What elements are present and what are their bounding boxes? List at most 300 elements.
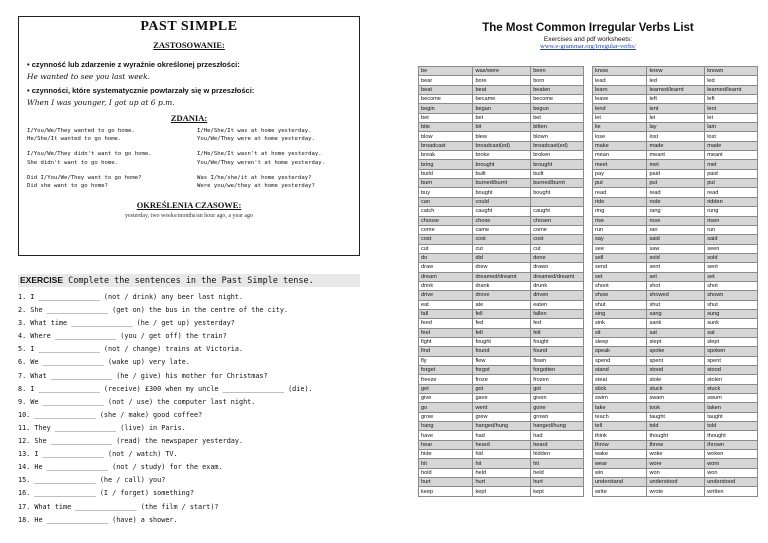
verb-row	[593, 169, 758, 178]
sentence-group	[27, 174, 351, 190]
base-form-cell: bring	[419, 160, 473, 169]
past-participle-cell: fed	[531, 319, 584, 328]
past-participle-cell: thought	[705, 431, 758, 440]
past-simple-cell: shot	[647, 281, 705, 290]
verb-row	[593, 422, 758, 431]
past-participle-cell: brought	[531, 160, 584, 169]
past-simple-cell: rose	[647, 216, 705, 225]
past-participle-cell: sat	[705, 328, 758, 337]
past-simple-cell: built	[473, 169, 531, 178]
past-simple-cell: left	[647, 95, 705, 104]
past-participle-cell: spent	[705, 356, 758, 365]
past-participle-cell: had	[531, 431, 584, 440]
verb-row	[593, 253, 758, 262]
base-form-cell: feed	[419, 319, 473, 328]
example-sentence: I/You/We/They wanted to go home.	[27, 128, 135, 134]
base-form-cell: read	[593, 188, 647, 197]
past-simple-cell: dreamed/dreamt	[473, 272, 531, 281]
past-participle-cell: sung	[705, 309, 758, 318]
past-simple-cell: took	[647, 403, 705, 412]
past-participle-cell: shut	[705, 300, 758, 309]
verb-row	[419, 151, 584, 160]
verb-row	[419, 328, 584, 337]
past-simple-cell: drove	[473, 291, 531, 300]
verb-row	[593, 197, 758, 206]
base-form-cell: have	[419, 431, 473, 440]
past-simple-cell: became	[473, 95, 531, 104]
past-simple-cell: was/were	[473, 67, 531, 76]
base-form-cell: become	[419, 95, 473, 104]
verb-row	[593, 300, 758, 309]
exercise-instruction: Complete the sentences in the Past Simple tense.	[63, 276, 314, 286]
verb-row	[593, 263, 758, 272]
past-simple-cell: spent	[647, 356, 705, 365]
past-simple-cell: bore	[473, 76, 531, 85]
base-form-cell: cost	[419, 235, 473, 244]
base-form-cell: forget	[419, 366, 473, 375]
verb-row	[419, 225, 584, 234]
past-simple-cell: drank	[473, 281, 531, 290]
verb-row	[593, 328, 758, 337]
base-form-cell: bear	[419, 76, 473, 85]
past-participle-cell: meant	[705, 151, 758, 160]
verb-row	[593, 309, 758, 318]
base-form-cell: go	[419, 403, 473, 412]
base-form-cell: set	[593, 272, 647, 281]
base-form-cell: lose	[593, 132, 647, 141]
base-form-cell: take	[593, 403, 647, 412]
verb-row	[593, 468, 758, 477]
base-form-cell: rise	[593, 216, 647, 225]
past-participle-cell	[531, 197, 584, 206]
past-simple-cell: saw	[647, 244, 705, 253]
usage-heading: ZASTOSOWANIE:	[153, 40, 225, 50]
past-participle-cell: risen	[705, 216, 758, 225]
example-sentence: I/He/She/It wasn't at home yesterday.	[197, 151, 322, 158]
past-simple-cell: put	[647, 179, 705, 188]
verb-row	[419, 459, 584, 468]
verb-row	[419, 197, 584, 206]
base-form-cell: find	[419, 347, 473, 356]
base-form-cell: beat	[419, 85, 473, 94]
base-form-cell: lie	[593, 123, 647, 132]
sentence-groups	[27, 127, 351, 190]
past-simple-cell: rode	[647, 197, 705, 206]
past-participle-cell: sent	[705, 263, 758, 272]
exercise-item: 8. I _______________ (receive) £300 when my uncle _______________ (die).	[18, 384, 313, 393]
base-form-cell: sleep	[593, 337, 647, 346]
verb-row	[419, 440, 584, 449]
past-participle-cell: met	[705, 160, 758, 169]
verb-row	[419, 132, 584, 141]
verb-row	[593, 394, 758, 403]
past-participle-cell: stood	[705, 366, 758, 375]
past-simple-cell: blew	[473, 132, 531, 141]
verb-row	[419, 468, 584, 477]
base-form-cell: give	[419, 394, 473, 403]
past-participle-cell: learned/learnt	[705, 85, 758, 94]
usage-example: When I was younger, I got up at 6 p.m.	[27, 98, 175, 107]
past-participle-cell: got	[531, 384, 584, 393]
past-simple-cell: kept	[473, 487, 531, 496]
base-form-cell: tell	[593, 422, 647, 431]
past-simple-cell: slept	[647, 337, 705, 346]
base-form-cell: hurt	[419, 478, 473, 487]
usage-point: • czynności, które systematycznie powtarzały się w przeszłości:	[27, 86, 255, 95]
exercise-item: 12. She _______________ (read) the newspaper yesterday.	[18, 437, 244, 446]
exercise-item: 4. Where _______________ (you / get off) the train?	[18, 332, 227, 341]
past-participle-cell: thrown	[705, 440, 758, 449]
past-simple-cell: sang	[647, 309, 705, 318]
past-participle-cell: taken	[705, 403, 758, 412]
past-simple-cell: forgot	[473, 366, 531, 375]
verb-row	[419, 141, 584, 150]
past-participle-cell: made	[705, 141, 758, 150]
base-form-cell: know	[593, 67, 647, 76]
past-participle-cell: hidden	[531, 450, 584, 459]
past-simple-cell: came	[473, 225, 531, 234]
verb-row	[419, 123, 584, 132]
past-simple-cell: let	[647, 113, 705, 122]
base-form-cell: hit	[419, 459, 473, 468]
verb-row	[593, 281, 758, 290]
past-simple-cell: stood	[647, 366, 705, 375]
past-participle-cell: slept	[705, 337, 758, 346]
verb-row	[419, 487, 584, 496]
base-form-cell: hang	[419, 422, 473, 431]
past-simple-cell: beat	[473, 85, 531, 94]
past-simple-cell: sat	[647, 328, 705, 337]
verb-row	[593, 272, 758, 281]
past-participle-cell: frozen	[531, 375, 584, 384]
base-form-cell: hold	[419, 468, 473, 477]
verb-row	[593, 412, 758, 421]
base-form-cell: draw	[419, 263, 473, 272]
verbs-table-right	[592, 66, 758, 497]
past-participle-cell: spoken	[705, 347, 758, 356]
past-simple-cell: wore	[647, 459, 705, 468]
past-simple-cell: told	[647, 422, 705, 431]
past-participle-cell: hurt	[531, 478, 584, 487]
example-sentence: You/We/They were at home yesterday.	[197, 136, 315, 143]
base-form-cell: dream	[419, 272, 473, 281]
past-participle-cell: put	[705, 179, 758, 188]
exercise-item: 6. We _______________ (wake up) very late.	[18, 358, 190, 367]
past-simple-cell: cut	[473, 244, 531, 253]
base-form-cell: see	[593, 244, 647, 253]
past-participle-cell: hanged/hung	[531, 422, 584, 431]
past-simple-cell: ran	[647, 225, 705, 234]
sentence-group	[27, 127, 351, 143]
verb-row	[593, 291, 758, 300]
past-participle-cell: let	[705, 113, 758, 122]
example-sentence: Did I/You/We/They want to go home?	[27, 174, 142, 181]
base-form-cell: let	[593, 113, 647, 122]
verb-row	[593, 104, 758, 113]
verb-row	[593, 113, 758, 122]
past-participle-cell: begun	[531, 104, 584, 113]
past-simple-cell: got	[473, 384, 531, 393]
sentences-heading: ZDANIA:	[170, 113, 208, 123]
base-form-cell: sing	[593, 309, 647, 318]
base-form-cell: stick	[593, 384, 647, 393]
past-participle-cell: seen	[705, 244, 758, 253]
past-participle-cell: beaten	[531, 85, 584, 94]
usage-example: He wanted to see you last week.	[27, 72, 151, 81]
base-form-cell: win	[593, 468, 647, 477]
past-participle-cell: caught	[531, 207, 584, 216]
exercise-item: 3. What time _______________ (he / get up) yesterday?	[18, 319, 235, 328]
past-participle-cell: held	[531, 468, 584, 477]
past-simple-cell: drew	[473, 263, 531, 272]
base-form-cell: make	[593, 141, 647, 150]
past-participle-cell: paid	[705, 169, 758, 178]
exercise-item: 16. _______________ (I / forget) something?	[18, 489, 194, 498]
past-simple-cell: fell	[473, 309, 531, 318]
base-form-cell: steal	[593, 375, 647, 384]
past-participle-cell: left	[705, 95, 758, 104]
verb-row	[419, 319, 584, 328]
past-participle-cell: found	[531, 347, 584, 356]
time-expressions: yesterday, two weeks/months/an hour ago, a year ago	[124, 213, 254, 220]
base-form-cell: bet	[419, 113, 473, 122]
past-simple-cell: broadcast(ed)	[473, 141, 531, 150]
verb-row	[419, 263, 584, 272]
base-form-cell: hear	[419, 440, 473, 449]
past-participle-cell: heard	[531, 440, 584, 449]
exercise-item: 5. I _______________ (not / change) trains at Victoria.	[18, 345, 244, 354]
base-form-cell: say	[593, 235, 647, 244]
past-simple-cell: held	[473, 468, 531, 477]
past-simple-cell: stuck	[647, 384, 705, 393]
base-form-cell: understand	[593, 478, 647, 487]
verb-row	[419, 216, 584, 225]
past-simple-cell: understood	[647, 478, 705, 487]
past-simple-cell: paid	[647, 169, 705, 178]
past-simple-cell: flew	[473, 356, 531, 365]
verb-row	[593, 179, 758, 188]
base-form-cell: send	[593, 263, 647, 272]
base-form-cell: wear	[593, 459, 647, 468]
verb-row	[419, 291, 584, 300]
past-participle-cell: drunk	[531, 281, 584, 290]
verb-row	[419, 422, 584, 431]
past-simple-cell: hurt	[473, 478, 531, 487]
verb-row	[593, 337, 758, 346]
verbs-link[interactable]: www.e-grammar.org/irregular-verbs/	[540, 43, 636, 50]
base-form-cell: mean	[593, 151, 647, 160]
past-participle-cell: shot	[705, 281, 758, 290]
verb-row	[419, 244, 584, 253]
past-simple-cell: threw	[647, 440, 705, 449]
past-participle-cell: sold	[705, 253, 758, 262]
verb-row	[593, 225, 758, 234]
base-form-cell: grow	[419, 412, 473, 421]
past-participle-cell: flown	[531, 356, 584, 365]
verb-row	[593, 431, 758, 440]
verb-row	[593, 459, 758, 468]
base-form-cell: break	[419, 151, 473, 160]
past-participle-cell: cost	[531, 235, 584, 244]
verb-row	[419, 478, 584, 487]
verb-row	[593, 151, 758, 160]
base-form-cell: teach	[593, 412, 647, 421]
verb-row	[419, 375, 584, 384]
exercise-item: 7. What _______________ (he / give) his mother for Christmas?	[18, 371, 268, 380]
past-participle-cell: blown	[531, 132, 584, 141]
example-sentence: I/He/She/It was at home yesterday.	[197, 128, 312, 134]
past-simple-cell: stole	[647, 375, 705, 384]
past-participle-cell: burned/burnt	[531, 179, 584, 188]
verb-row	[419, 272, 584, 281]
verb-row	[419, 300, 584, 309]
verb-row	[593, 450, 758, 459]
base-form-cell: fly	[419, 356, 473, 365]
past-simple-cell: bet	[473, 113, 531, 122]
base-form-cell: blow	[419, 132, 473, 141]
verb-row	[419, 253, 584, 262]
base-form-cell: stand	[593, 366, 647, 375]
verb-row	[419, 347, 584, 356]
past-simple-cell: cost	[473, 235, 531, 244]
past-participle-cell: become	[531, 95, 584, 104]
verb-row	[593, 478, 758, 487]
base-form-cell: be	[419, 67, 473, 76]
verb-row	[419, 160, 584, 169]
past-participle-cell: fought	[531, 337, 584, 346]
verb-row	[593, 235, 758, 244]
verb-row	[419, 95, 584, 104]
usage-list	[27, 60, 351, 107]
verb-row	[419, 179, 584, 188]
irregular-verbs-sheet	[418, 22, 758, 495]
past-participle-cell: driven	[531, 291, 584, 300]
exercise-item: 1. I _______________ (not / drink) any beer last night.	[18, 293, 244, 301]
verb-row	[419, 104, 584, 113]
base-form-cell: sink	[593, 319, 647, 328]
base-form-cell: show	[593, 291, 647, 300]
verb-row	[593, 216, 758, 225]
past-participle-cell: lain	[705, 123, 758, 132]
past-participle-cell: built	[531, 169, 584, 178]
past-simple-cell: met	[647, 160, 705, 169]
past-participle-cell: chosen	[531, 216, 584, 225]
past-simple-cell: sent	[647, 263, 705, 272]
past-simple-cell: lent	[647, 104, 705, 113]
past-participle-cell: known	[705, 67, 758, 76]
past-simple-cell: spoke	[647, 347, 705, 356]
verb-row	[593, 123, 758, 132]
base-form-cell: buy	[419, 188, 473, 197]
past-simple-cell: brought	[473, 160, 531, 169]
verb-row	[419, 281, 584, 290]
past-simple-cell: sold	[647, 253, 705, 262]
verbs-subtitle: Exercises and pdf worksheets:	[543, 36, 633, 43]
past-participle-cell: taught	[705, 412, 758, 421]
base-form-cell: drink	[419, 281, 473, 290]
base-form-cell: meet	[593, 160, 647, 169]
verb-row	[593, 160, 758, 169]
past-simple-worksheet	[18, 16, 360, 527]
past-participle-cell: been	[531, 67, 584, 76]
verb-row	[593, 356, 758, 365]
example-sentence: Was I/he/she/it at home yesterday?	[197, 174, 312, 181]
base-form-cell: drive	[419, 291, 473, 300]
past-simple-cell: taught	[647, 412, 705, 421]
exercise-item: 15. _______________ (he / call) you?	[18, 476, 166, 485]
past-participle-cell: lost	[705, 132, 758, 141]
base-form-cell: shut	[593, 300, 647, 309]
time-expressions-heading: OKREŚLENIA CZASOWE:	[136, 200, 242, 211]
base-form-cell: feel	[419, 328, 473, 337]
verb-row	[419, 356, 584, 365]
past-simple-cell: fed	[473, 319, 531, 328]
past-simple-cell: showed	[647, 291, 705, 300]
base-form-cell: can	[419, 197, 473, 206]
past-simple-cell: swam	[647, 394, 705, 403]
base-form-cell: think	[593, 431, 647, 440]
past-participle-cell: broken	[531, 151, 584, 160]
past-simple-cell: lost	[647, 132, 705, 141]
verbs-title: The Most Common Irregular Verbs List	[482, 22, 694, 34]
past-participle-cell: woken	[705, 450, 758, 459]
past-simple-cell: froze	[473, 375, 531, 384]
past-simple-cell: found	[473, 347, 531, 356]
past-simple-cell: set	[647, 272, 705, 281]
past-simple-cell: had	[473, 431, 531, 440]
base-form-cell: wake	[593, 450, 647, 459]
verb-row	[593, 347, 758, 356]
example-sentence: I/You/We/They didn't want to go home.	[27, 151, 152, 158]
past-participle-cell: cut	[531, 244, 584, 253]
past-participle-cell: stolen	[705, 375, 758, 384]
past-participle-cell: grown	[531, 412, 584, 421]
exercise-heading	[18, 274, 360, 287]
past-participle-cell: drawn	[531, 263, 584, 272]
past-participle-cell: broadcast(ed)	[531, 141, 584, 150]
base-form-cell: burn	[419, 179, 473, 188]
verb-row	[419, 76, 584, 85]
past-participle-cell: led	[705, 76, 758, 85]
past-participle-cell: told	[705, 422, 758, 431]
past-simple-cell: bought	[473, 188, 531, 197]
exercise-label: EXERCISE	[20, 275, 63, 285]
example-sentence: He/She/It wanted to go home.	[27, 136, 122, 143]
past-simple-cell: led	[647, 76, 705, 85]
past-participle-cell: written	[705, 487, 758, 496]
base-form-cell: hide	[419, 450, 473, 459]
base-form-cell: fight	[419, 337, 473, 346]
past-participle-cell: eaten	[531, 300, 584, 309]
base-form-cell: do	[419, 253, 473, 262]
base-form-cell: pay	[593, 169, 647, 178]
exercise-item: 13. I _______________ (not / watch) TV.	[18, 450, 178, 459]
worksheet-title: PAST SIMPLE	[140, 19, 238, 34]
past-participle-cell: dreamed/dreamt	[531, 272, 584, 281]
verbs-table-left	[418, 66, 584, 497]
verb-row	[593, 141, 758, 150]
past-simple-cell: said	[647, 235, 705, 244]
past-simple-cell: burned/burnt	[473, 179, 531, 188]
example-sentence: She didn't want to go home.	[27, 159, 118, 166]
past-participle-cell: stuck	[705, 384, 758, 393]
base-form-cell: freeze	[419, 375, 473, 384]
base-form-cell: build	[419, 169, 473, 178]
verbs-tables	[418, 66, 758, 497]
verb-row	[593, 375, 758, 384]
verb-row	[419, 207, 584, 216]
past-simple-cell: made	[647, 141, 705, 150]
